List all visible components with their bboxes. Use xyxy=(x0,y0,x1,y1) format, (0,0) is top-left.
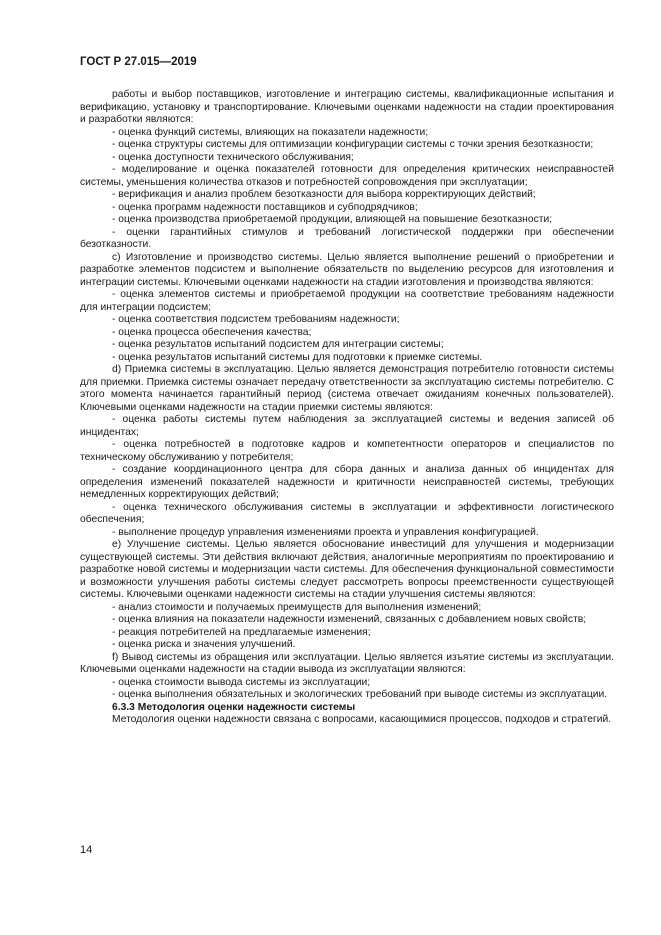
list-item: - анализ стоимости и получаемых преимуществ для выполнения изменений; xyxy=(80,602,614,615)
paragraph: Методология оценки надежности связана с вопросами, касающимися процессов, подходов и стратегий. xyxy=(112,714,612,725)
list-item: - оценка процесса обеспечения качества; xyxy=(80,327,614,340)
list-item: - оценка влияния на показатели надежности изменений, связанных с добавлением новых свойств; xyxy=(80,614,614,627)
list-item: - реакция потребителей на предлагаемые изменения; xyxy=(80,627,614,640)
page-number: 14 xyxy=(80,844,93,856)
list-item: - оценка программ надежности поставщиков и субподрядчиков; xyxy=(80,202,614,215)
paragraph: работы и выбор поставщиков, изготовление и интеграцию системы, квалификационные испытания и верификацию, установку и транспортирование. Ключевыми оценками надежности на стадии проектирования и разработки являются: xyxy=(80,89,614,125)
paragraph: e) Улучшение системы. Целью является обоснование инвестиций для улучшения и модернизации существующей системы. Эти действия включают действия, аналогичные мероприятиям по проектированию и разработке новой системы и модернизации части системы. Для обеспечения функциональной совместимости и возможности улучшения работы системы следует рассмотреть вопросы преемственности существующей системы. Ключевыми оценками надежности системы на стадии улучшения системы являются: xyxy=(80,539,614,600)
list-item: - оценка выполнения обязательных и экологических требований при выводе системы из эксплуатации. xyxy=(80,689,614,702)
paragraph: f) Вывод системы из обращения или эксплуатации. Целью является изъятие системы из эксплуатации. Ключевыми оценками надежности на стадии вывода из эксплуатации являются: xyxy=(80,651,614,675)
page-body xyxy=(80,89,614,727)
list-item: - оценка соответствия подсистем требованиям надежности; xyxy=(80,314,614,327)
list-item: - оценка риска и значения улучшений. xyxy=(80,639,614,652)
list-item: - оценка элементов системы и приобретаемой продукции на соответствие требованиям надежности для интеграции подсистем; xyxy=(80,289,614,314)
list-item: - выполнение процедур управления изменениями проекта и управления конфигурацией. xyxy=(80,527,614,540)
list-item: - оценка структуры системы для оптимизации конфигурации системы с точки зрения безотказности; xyxy=(80,139,614,152)
document-header xyxy=(80,56,197,68)
paragraph: d) Приемка системы в эксплуатацию. Целью является демонстрация потребителю готовности системы для приемки. Приемка системы означает передачу ответственности за эксплуатацию системы потребителю. С этого момента начинается гарантийный период (система отвечает ожиданиям конечных пользователей). Ключевыми оценками надежности на стадии приемки системы являются: xyxy=(80,364,614,413)
list-item: - оценка результатов испытаний системы для подготовки к приемке системы. xyxy=(80,352,614,365)
list-item: - верификация и анализ проблем безотказности для выбора корректирующих действий; xyxy=(80,189,614,202)
list-item: - оценки гарантийных стимулов и требований логистической поддержки при обеспечении безотказности. xyxy=(80,227,614,252)
list-item: - оценка потребностей в подготовке кадров и компетентности операторов и специалистов по техническому обслуживанию у потребителя; xyxy=(80,439,614,464)
list-item: - оценка функций системы, влияющих на показатели надежности; xyxy=(80,127,614,140)
page-footer xyxy=(80,844,92,856)
list-item: - моделирование и оценка показателей готовности для определения критических неисправностей системы, уменьшения количества отказов и потребностей сопровождения при эксплуатации; xyxy=(80,164,614,189)
list-item: - оценка доступности технического обслуживания; xyxy=(80,152,614,165)
list-item: - оценка результатов испытаний подсистем для интеграции системы; xyxy=(80,339,614,352)
list-item: - оценка производства приобретаемой продукции, влияющей на повышение безотказности; xyxy=(80,214,614,227)
list-item: - создание координационного центра для сбора данных и анализа данных об инцидентах для определения изменений показателей надежности и критичности неисправностей системы, требующих немедленных корректирующих действий; xyxy=(80,464,614,502)
list-item: - оценка работы системы путем наблюдения за эксплуатацией системы и ведения записей об инцидентах; xyxy=(80,414,614,439)
paragraph: c) Изготовление и производство системы. Целью является выполнение решений о приобретении и разработке элементов подсистем и выполнение обязательств по выделению ресурсов для изготовления и интеграции системы. Ключевыми оценками надежности на стадии изготовления и производства являются: xyxy=(80,251,614,288)
standard-code: ГОСТ Р 27.015—2019 xyxy=(80,56,197,68)
section-heading: 6.3.3 Методология оценки надежности системы xyxy=(112,701,356,713)
list-item: - оценка технического обслуживания системы в эксплуатации и эффективности логистического обеспечения; xyxy=(80,502,614,527)
list-item: - оценка стоимости вывода системы из эксплуатации; xyxy=(80,677,614,690)
